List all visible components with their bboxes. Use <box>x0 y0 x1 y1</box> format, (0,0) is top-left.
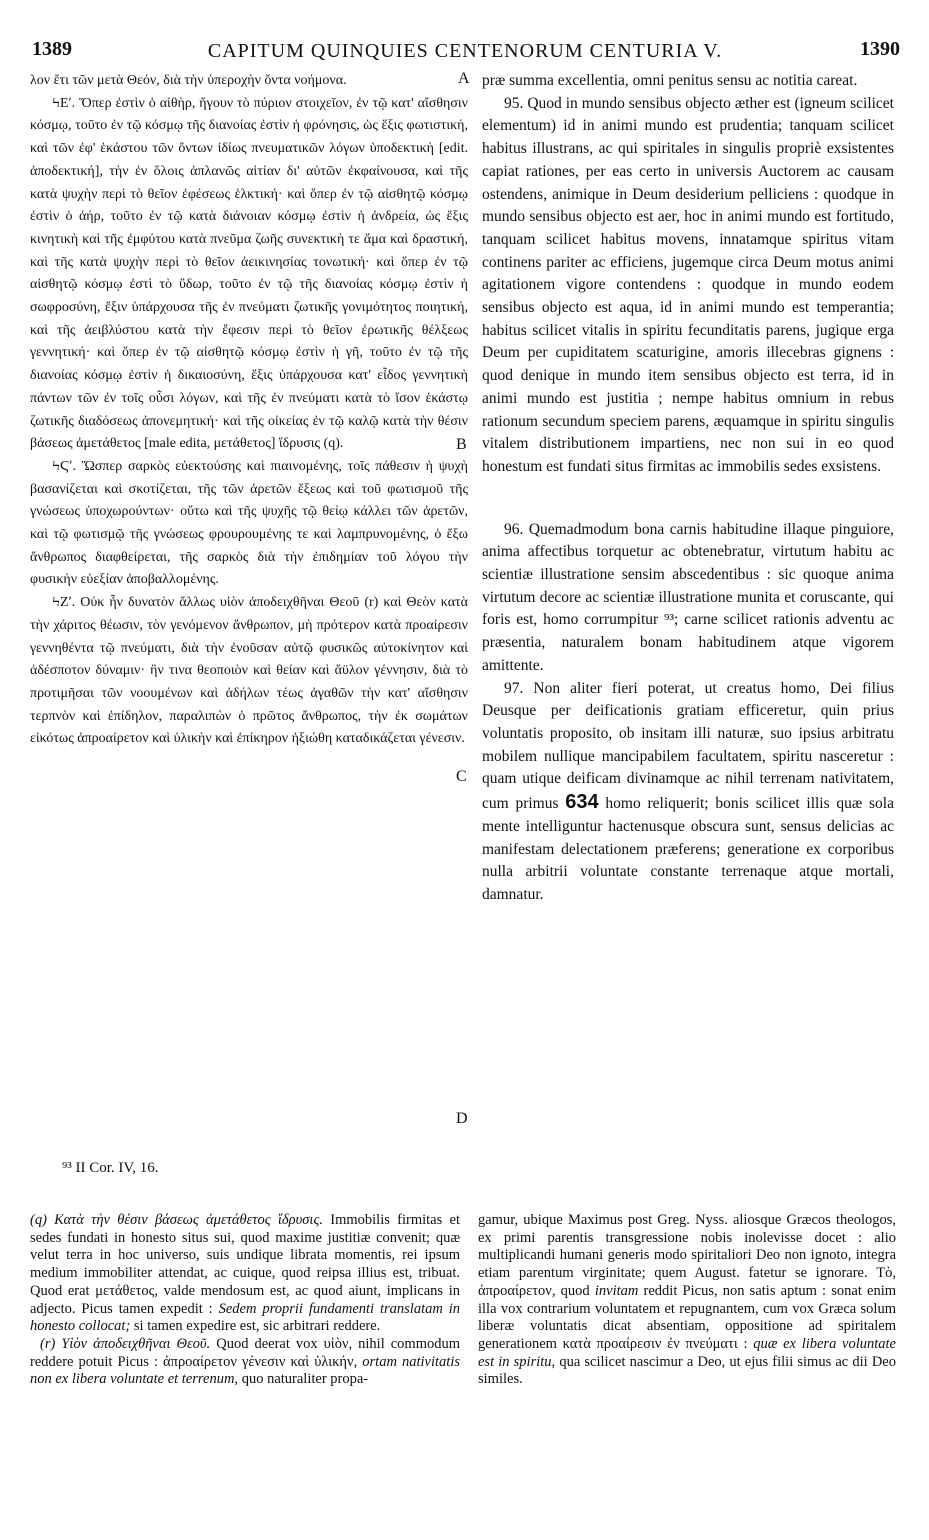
latin-paragraph-95: 95. Quod in mundo sensibus objecto æther est (igneum scilicet elementum) id in animi mundo est prudentia; tanquam scilicet habitus illustrans, ac qui spiritales in singulis propriè exsistentes capiat rationes, per eas certo in universis Auctorem ac causam ostendens, animique in Deum desiderium pelliciens : quodque in mundo sensibus objecto est aer, hoc in animi mundo est fortitudo, tanquam scilicet habitus movens, innatamque spiritus vitam continens pariter ac efficiens, jugemque circa Deum motus animi agitationem vigore contendens : quodque in mundo eodem sensibus objecto est aqua, id in animi mundo est temperantia; habitus scilicet vitalis in spiritu fecunditatis parens, jugique erga Deum per cupiditatem scaturigine, amoris illecebras gignens : quod denique in mundo item sensibus objecto est terra, id in animi mundo est justitia ; nempe habitus omnium in rebus rationum secundum speciem parens, æquamque in spiritu singulis vitalem distributionem impartiens, nec non sui in eo quod honestum est fundati situs firmitas ac immobilis sedes exsistens. <box>482 94 894 475</box>
latin-paragraph-96: 96. Quemadmodum bona carnis habitudine illaque pinguiore, anima affectibus torquetur ac obtenebratur, virtutum habitu ac scientiæ illustratione sensim abscedentibus : sic quoque anima virtutum decore ac scientiæ illustratione munita et coruscante, qui foris est, homo corrumpitur ⁹³; carne scilicet rationis adventu ac præsentia, naturalem bonam habitudinem atque vigorem amittente. <box>482 520 894 674</box>
latin-paragraph-97-part-b: homo reliquerit; bonis scilicet illis quæ sola mente intelliguntur hactenusque obscura sunt, sensus delicias ac manifestam delectationem præferens; generatione ex corporibus nulla arbitrii voluntate constante terrenaque atque mortali, damnatur. <box>482 795 894 903</box>
running-title: CAPITUM QUINQUIES CENTENORUM CENTURIA V. <box>207 40 723 62</box>
page-header <box>30 38 900 68</box>
note-q-text-a: Immobilis firmitas et sedes fundati in honesto situs sui, quod maxime justitiæ convenit; quæ velut terra in hoc universo, suis undique librata momentis, rei ipsum medium immobiliter attendat, ac cuique, quod reipsa illius est, tribuat. Quod erat μετάθετος, valde mendosum est, ac quod aiunt, implicans in adjecto. Picus tamen expedit : <box>30 1212 461 1317</box>
note-right-text-a: gamur, ubique Maximus post Greg. Nyss. aliosque Græcos theologos, ex primi parentis transgressione nobis inolevisse docet : alio multiplicandi humani generis modo spiritaliori Deo non ignoto, integra etiam parentum virginitate; quem August. fatetur se ignorare. Τὸ, ἀπροαίρετον, quod <box>478 1212 896 1299</box>
greek-paragraph-96: ϞϚʹ. Ὥσπερ σαρκὸς εὐεκτούσης καὶ πιαινομένης, τοῖς πάθεσιν ἡ ψυχὴ βασανίζεται καὶ σκοτίζεται, τῆς τῶν ἀρετῶν ἕξεως καὶ τοῦ φωτισμοῦ τῆς γνώσεως ὑποχωρούντων· οὕτω καὶ τῆς ψυχῆς τῷ θείῳ κάλλει τῶν ἀρετῶν, καὶ τῷ φωτισμῷ τῆς γνώσεως φρουρουμένης τε καὶ λαμπρυνομένης, ὁ ἔξω ἄνθρωπος διαφθείρεται, τῆς σαρκὸς διὰ τὴν ἐπιδημίαν τοῦ λόγου τὴν φυσικὴν εὐεξίαν ἀποβαλλομένης. <box>30 458 468 588</box>
greek-footnote: ⁹³ II Cor. IV, 16. <box>62 1160 159 1176</box>
note-q <box>30 1212 460 1336</box>
column-number-stamp: 634 <box>565 791 599 814</box>
notes-left-column <box>30 1212 460 1389</box>
note-r-text-b: quo naturaliter propa- <box>241 1371 369 1388</box>
note-q-quote: Sedem proprii fundamenti translatam in honesto collocat; <box>30 1300 461 1335</box>
page-number-left: 1389 <box>32 38 72 60</box>
margin-marker-d: D <box>456 1110 468 1127</box>
greek-column <box>30 70 468 751</box>
notes-right-column <box>478 1212 896 1389</box>
margin-marker-a: A <box>458 70 470 87</box>
note-right-quote-1: invitam <box>594 1282 639 1299</box>
note-r-continuation <box>478 1212 896 1389</box>
greek-paragraph-97: ϞΖʹ. Οὐκ ἦν δυνατὸν ἄλλως υἱὸν ἀποδειχθῆναι Θεοῦ (r) καὶ Θεὸν κατὰ τὴν χάριτος θέωσιν, τὸν γενόμενον ἄνθρωπον, μὴ πρότερον κατὰ προαίρεσιν γεννηθέντα τῷ πνεύματι, διὰ τὴν ἐνοῦσαν αὐτῷ φυσικῶς αὐτοκίνητον καὶ ἀδέσποτον δύναμιν· ἣν τινα θεοποιὸν καὶ θείαν καὶ ἄϋλον γέννησιν, διὰ τὸ προτιμῆσαι τῶν νοουμένων καὶ ἀδήλων τέως ἀγαθῶν τὴν κατ' αἴσθησιν τερπνὸν καὶ ἐπίδηλον, παραλιπὼν ὁ πρῶτος ἄνθρωπος, τὴν ἐκ σωμάτων εἰκότως ἀπροαίρετον καὶ ὑλικὴν καὶ ἐπίκηρον ἠξιώθη καταδικάζεται γένεσιν. <box>30 595 468 747</box>
margin-marker-c: C <box>456 768 467 785</box>
note-right-quote-2: quæ ex libera voluntate est in spiritu, <box>478 1335 896 1370</box>
latin-paragraph-97-part-a: 97. Non aliter fieri poterat, ut creatus homo, Dei filius Deusque per deificationis gratiam efficeretur, quin prius voluntatis proposito, ob insitam illi naturæ, suo ipsius arbitratu mobilem nullique mancipabilem facultatem, spiritu nasceretur : quam utique deificam divinamque ac nihil terrenam nativitatem, cum primus <box>482 679 894 813</box>
latin-paragraph-97 <box>482 678 894 907</box>
note-r-heading: (r) Υἱὸν ἀποδειχθῆναι Θεοῦ. <box>40 1335 211 1352</box>
note-r-quote: ortam nativitatis non ex libera voluntate et terrenum, <box>30 1353 460 1388</box>
note-r <box>30 1336 460 1389</box>
margin-marker-b: B <box>456 436 467 453</box>
latin-column <box>482 70 894 907</box>
note-r-text-a: Quod deerat vox υἱὸν, nihil commodum reddere potuit Picus : ἀπροαίρετον γένεσιν καὶ ὑλικήν, <box>30 1335 460 1370</box>
note-right-text-b: reddit Picus, non satis aptum : sonat enim illa vox contrarium voluntatem et repugnantem, cum vox Græca solum liberæ voluntatis dicat absentiam, oppositione ad spiritalem generationem κατὰ προαίρεσιν ἐν πνεύματι : <box>478 1282 897 1352</box>
page-number-right: 1390 <box>860 38 900 60</box>
note-right-text-c: qua scilicet nascimur a Deo, ut ejus filii simus ac dii Deo similes. <box>478 1353 896 1388</box>
latin-paragraph-continuation: præ summa excellentia, omni penitus sensu ac notitia careat. <box>482 72 858 89</box>
note-q-text-b: si tamen expedire est, sic arbitrari reddere. <box>133 1318 381 1335</box>
note-q-heading: (q) Κατὰ τὴν θέσιν βάσεως ἀμετάθετος ἵδρυσις. <box>30 1212 323 1228</box>
greek-paragraph-continuation: λον ἔτι τῶν μετὰ Θεόν, διὰ τὴν ὑπεροχὴν ὄντα νοήμονα. <box>30 73 347 88</box>
greek-paragraph-95: ϞΕʹ. Ὅπερ ἐστὶν ὁ αἰθὴρ, ἤγουν τὸ πύριον στοιχεῖον, ἐν τῷ κατ' αἴσθησιν κόσμῳ, τοῦτο ἐν τῷ κόσμῳ τῆς διανοίας ἐστὶν ἡ φρόνησις, ὡς ἕξις φωτιστική, καὶ τῶν ἐφ' ἑκάστου τῶν ὄντων ἰδίως πνευματικῶν λόγων ὑποδεκτικὴ [edit. ἀποδεκτική], τὴν ἐν ὅλοις ἀπλανῶς αἰτίαν δι' αὐτῶν ἐκφαίνουσα, καὶ τῆς κατὰ ψυχὴν περὶ τὸ θεῖον ἐφέσεως ἑλκτική· καὶ ὅπερ ἐν τῷ αἰσθητῷ κόσμῳ ἐστὶν ὁ ἀήρ, τοῦτο ἐν τῷ κατὰ διάνοιαν κόσμῳ ἐστὶν ἡ ἀνδρεία, ὡς ἕξις κινητικὴ καὶ τῆς ἐμφύτου κατὰ πνεῦμα ζωῆς συνεκτικὴ τε ἅμα καὶ δραστική, καὶ τῆς κατὰ ψυχὴν περὶ τὸ θεῖον ἀεικινησίας τονωτική· καὶ ὅπερ ἐν τῷ αἰσθητῷ κόσμῳ ἐστὶ τὸ ὕδωρ, τοῦτο ἐν τῷ τῆς διανοίας κόσμῳ ἐστὶν ἡ σωφροσύνη, ἕξιν ὑπάρχουσα τῆς ἐν πνεύματι ζωτικῆς γονιμότητος ποιητική, καὶ τῆς ἀειβλύστου κατὰ τὴν ἔφεσιν περὶ τὸ θεῖον ἐρωτικῆς θέλξεως γεννητική· καὶ ὅπερ ἐν τῷ αἰσθητῷ κόσμῳ ἐστὶν ἡ γῆ, τοῦτο ἐν τῷ τῆς διανοίας κόσμῳ ἐστὶν ἡ δικαιοσύνη, ἕξις ὑπάρχουσα κατ' εἶδος γεννητικὴ πάντων τῶν ἐν τοῖς οὖσι λόγων, καὶ τῆς ἐν πνεύματι κατὰ τὸ ἴσον ἑκάστῳ ζωτικῆς διαδόσεως ἀπονεμητική· καὶ τῆς οἰκείας ἐν τῷ καλῷ κατὰ τὴν θέσιν βάσεως ἀμετάθετος [male edita, μετάθετος] ἵδρυσις (q). <box>30 95 468 452</box>
